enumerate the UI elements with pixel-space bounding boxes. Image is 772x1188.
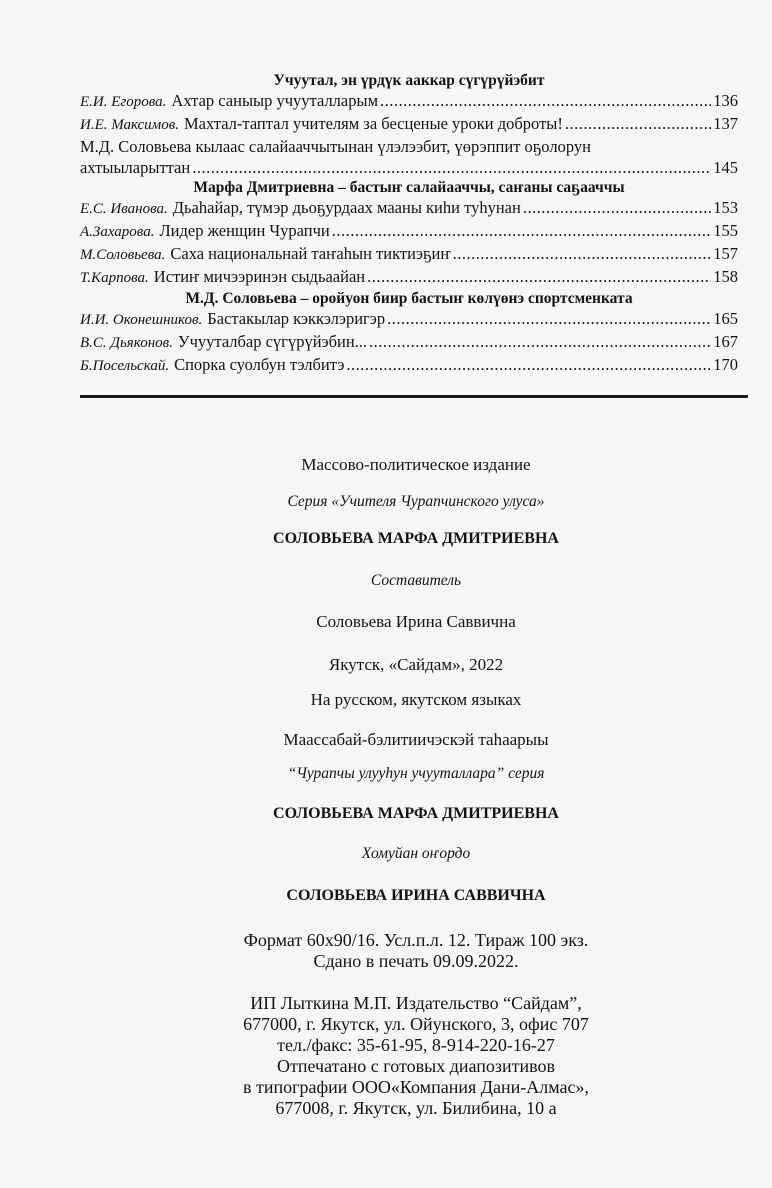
dot-leader (367, 266, 711, 287)
toc-entry-author: В.С. Дьяконов. (80, 335, 173, 351)
toc-section-heading: Марфа Дмитриевна – бастыҥ салайааччы, саҥаны саҕааччы (193, 179, 625, 196)
toc-entry-author: Е.И. Егорова. (80, 94, 167, 110)
toc-entry-line2 (80, 157, 738, 178)
book-title-ru: СОЛОВЬЕВА МАРФА ДМИТРИЕВНА (273, 530, 559, 547)
toc-entry-page: 165 (713, 309, 738, 328)
toc-entry-title: Бастакылар кэккэлэригэр (207, 309, 386, 328)
toc-entry-author: Т.Карпова. (80, 270, 149, 286)
dot-leader (346, 354, 711, 375)
toc-entry-page: 155 (713, 221, 738, 240)
toc-entry-title: Учууталбар сүгүрүйэбин... (177, 332, 368, 351)
toc-section-heading: М.Д. Соловьева – оройуон биир бастыҥ көлүөнэ спортсменката (185, 290, 633, 307)
toc-entry-title: Лидер женщин Чурапчи (159, 221, 330, 240)
toc-section-heading: Учуутал, эн үрдүк ааккар сүгүрүйэбит (273, 72, 545, 89)
format-line: Формат 60х90/16. Усл.п.л. 12. Тираж 100 экз. (243, 930, 589, 950)
publisher-line: Отпечатано с готовых диапозитивов (276, 1056, 556, 1076)
toc-entry-title-line2: ахтыыларыттан (80, 158, 191, 177)
publisher-line: тел./факс: 35-61-95, 8-914-220-16-27 (277, 1035, 555, 1055)
toc-entry (80, 354, 738, 377)
toc-entry (80, 220, 738, 243)
dot-leader (192, 157, 711, 178)
toc-entry-page: 158 (713, 267, 738, 286)
compiler-name-sah: СОЛОВЬЕВА ИРИНА САВВИЧНА (286, 887, 546, 904)
toc-entry-title: Спорка суолбун тэлбитэ (174, 355, 345, 374)
dot-leader (523, 197, 711, 218)
toc-entry-title: Махтал-таптал учителям за бесценые уроки доброты! (183, 114, 563, 133)
print-date: Сдано в печать 09.09.2022. (313, 951, 519, 971)
toc-entry-author: Е.С. Иванова. (80, 201, 168, 217)
toc-entry (80, 243, 738, 266)
dot-leader (387, 308, 711, 329)
divider-rule (80, 395, 748, 398)
dot-leader (332, 220, 712, 241)
compiler-label-sah: Хомуйан оҥордо (361, 845, 471, 862)
toc-entry (80, 266, 738, 289)
dot-leader (369, 331, 711, 352)
toc-entry-author: А.Захарова. (80, 224, 155, 240)
dot-leader (453, 243, 712, 264)
toc-entry (80, 308, 738, 331)
toc-entry-author: И.И. Оконешников. (80, 312, 203, 328)
toc-entry (80, 197, 738, 220)
toc-entry-multiline (80, 136, 738, 178)
publisher-line: в типографии ООО«Компания Дани-Алмас», (242, 1077, 589, 1097)
toc-entry-author: М.Соловьева. (80, 247, 166, 263)
toc-entry-title: Дьаһайар, түмэр дьоҕурдаах мааны киһи туһунан (172, 198, 521, 217)
series-ru: Серия «Учителя Чурапчинского улуса» (287, 493, 545, 510)
toc-entry-page: 145 (713, 158, 738, 177)
toc-entry-page: 136 (713, 91, 738, 110)
table-of-contents (80, 71, 738, 377)
toc-entry (80, 90, 738, 113)
toc-entry-page: 137 (713, 114, 738, 133)
toc-entry-page: 157 (713, 244, 738, 263)
publisher-line: ИП Лыткина М.П. Издательство “Сайдам”, (250, 993, 582, 1013)
compiler-name-ru: Соловьева Ирина Саввична (316, 612, 516, 631)
toc-entry (80, 113, 738, 136)
toc-entry-title: Ахтар саныыр учууталларым (171, 91, 379, 110)
publisher-line: 677000, г. Якутск, ул. Ойунского, 3, офис 707 (243, 1014, 589, 1034)
toc-entry-page: 170 (713, 355, 738, 374)
series-sah: “Чурапчы улууһун учууталлара” серия (287, 765, 545, 782)
toc-entry-title: Истиҥ мичээринэн сыдьаайан (153, 267, 366, 286)
toc-entry-title: Саха национальнай таҥаһын тиктиэҕиҥ (170, 244, 451, 263)
toc-entry (80, 331, 738, 354)
toc-entry-page: 153 (713, 198, 738, 217)
dot-leader (565, 113, 711, 134)
publisher-line: 677008, г. Якутск, ул. Билибина, 10 а (275, 1098, 557, 1118)
languages: На русском, якутском языках (310, 690, 522, 709)
dot-leader (380, 90, 711, 111)
toc-entry-author: Б.Посельскай. (80, 358, 170, 374)
publication-place: Якутск, «Сайдам», 2022 (328, 655, 504, 674)
edition-type-ru: Массово-политическое издание (301, 455, 531, 474)
toc-entry-page: 167 (713, 332, 738, 351)
compiler-label-ru: Составитель (370, 572, 462, 589)
book-title-sah: СОЛОВЬЕВА МАРФА ДМИТРИЕВНА (273, 805, 559, 822)
edition-type-sah: Маассабай-бэлитиичэскэй таһаарыы (283, 730, 549, 749)
toc-entry-author: И.Е. Максимов. (80, 117, 179, 133)
toc-entry-title-line1: М.Д. Соловьева кылаас салайааччытынан үлэлээбит, үөрэппит оҕолорун (80, 137, 591, 156)
